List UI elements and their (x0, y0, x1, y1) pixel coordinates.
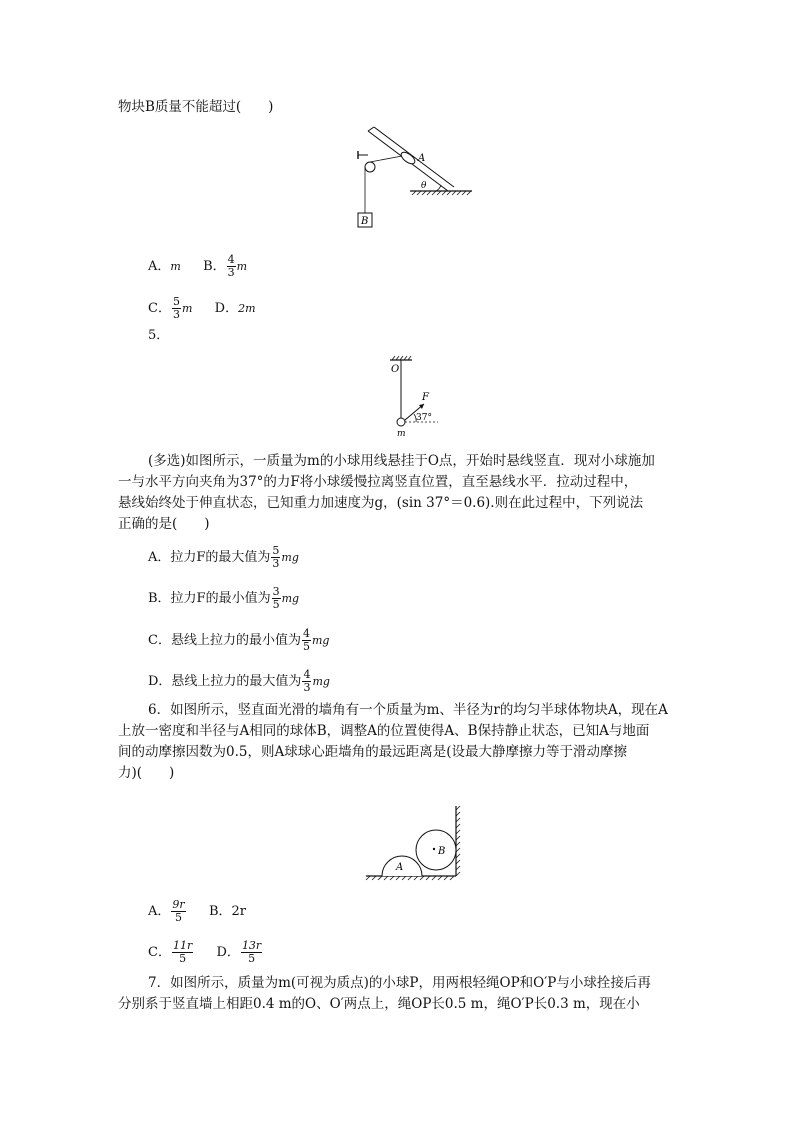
q5-label-O: O (391, 364, 400, 375)
q5-option-B-fraction: $\frac{3}{5}$ (272, 585, 280, 611)
q5-stem-line4: 正确的是( ) (118, 516, 210, 532)
q6-stem-line2: 上放一密度和半径与A相同的球体B，调整A的位置使得A、B保持静止状态，已知A与地面 (118, 723, 650, 739)
q5-option-D (148, 669, 330, 694)
q6-options-row1 (148, 899, 246, 924)
q5-option-B (148, 586, 299, 611)
q4-label-B: B (361, 216, 369, 227)
q6-option-A-fraction: $\frac{9r}{5}$ (172, 898, 185, 924)
q4-option-B-unit: m (236, 260, 248, 273)
q5-option-B-text: B．拉力F的最小值为 (148, 591, 271, 606)
q4-label-A: A (418, 153, 426, 164)
q5-option-C-text: C．悬线上拉力的最小值为 (148, 633, 301, 648)
q6-label-B: B (438, 846, 446, 857)
q6-option-B-value: 2r (231, 904, 246, 919)
q5-stem-line2: 一与水平方向夹角为37°的力F将小球缓慢拉离竖直位置，直至悬线水平．拉动过程中， (118, 474, 638, 490)
q4-stem-tail: 物块B质量不能超过( ) (118, 99, 274, 115)
q4-label-theta: θ (421, 181, 427, 191)
q4-option-A-value: m (170, 260, 181, 273)
q5-option-D-text: D．悬线上拉力的最大值为 (148, 674, 302, 689)
q5-option-B-unit: mg (281, 592, 300, 605)
q6-stem-line1: 6．如图所示，竖直面光滑的墙角有一个质量为m、半径为r的均匀半球体物块A，现在A (148, 702, 668, 718)
q5-label-F: F (422, 392, 429, 403)
q6-options-row2 (148, 940, 263, 965)
q5-option-A-fraction: $\frac{5}{3}$ (272, 544, 280, 570)
q5-option-A-unit: mg (281, 551, 299, 564)
q6-figure (360, 802, 470, 884)
q7-stem-line1: 7．如图所示，质量为m(可视为质点)的小球P，用两根轻绳OP和O′P与小球拴接后再 (148, 975, 651, 991)
q4-figure (350, 125, 480, 233)
q5-option-D-unit: mg (312, 675, 330, 688)
q4-option-B-label: B． (203, 259, 226, 274)
q5-stem-line1: (多选)如图所示，一质量为m的小球用线悬挂于O点，开始时悬线竖直．现对小球施加 (148, 453, 655, 469)
q4-options-row2 (148, 296, 256, 321)
q6-stem-line4: 力)( ) (118, 765, 175, 781)
q4-option-D-value: 2m (238, 302, 256, 315)
q5-option-A-text: A．拉力F的最大值为 (148, 550, 271, 565)
q6-option-A-label: A． (148, 904, 171, 919)
q5-option-D-fraction: $\frac{4}{3}$ (303, 668, 311, 694)
q5-option-C-fraction: $\frac{4}{5}$ (302, 627, 310, 653)
q6-option-D-fraction: $\frac{13r}{5}$ (241, 939, 262, 965)
q5-option-A (148, 545, 299, 570)
q4-options-row1 (148, 254, 247, 279)
q6-option-C-fraction: $\frac{11r}{5}$ (172, 939, 193, 965)
q5-label-m: m (397, 429, 406, 438)
q6-option-B-label: B． (208, 904, 232, 919)
q4-option-C-fraction: $\frac{5}{3}$ (172, 295, 180, 321)
q5-option-C-unit: mg (311, 634, 330, 647)
q6-stem-line3: 间的动摩擦因数为0.5，则A球球心距墙角的最远距离是(设最大静摩擦力等于滑动摩擦 (118, 744, 627, 760)
q4-option-A-label: A． (148, 259, 171, 274)
q5-number: 5． (148, 328, 170, 343)
q6-option-D-label: D． (216, 945, 240, 960)
q5-option-C (148, 628, 329, 653)
q4-option-C-unit: m (181, 302, 193, 315)
q5-figure (380, 354, 450, 438)
q5-label-angle: 37° (416, 413, 432, 423)
q7-stem-line2: 分别系于竖直墙上相距0.4 m的O、O′两点上，绳OP长0.5 m，绳O′P长0.3 m，现在小 (118, 996, 640, 1012)
q4-option-B-fraction: $\frac{4}{3}$ (227, 253, 235, 279)
q4-option-D-label: D． (214, 301, 239, 316)
q6-label-A: A (396, 862, 404, 873)
q4-option-C-label: C． (148, 301, 171, 316)
q5-stem-line3: 悬线始终处于伸直状态，已知重力加速度为g，(sin 37°＝0.6).则在此过程中，下列说法 (118, 495, 644, 511)
q6-option-C-label: C． (148, 945, 171, 960)
